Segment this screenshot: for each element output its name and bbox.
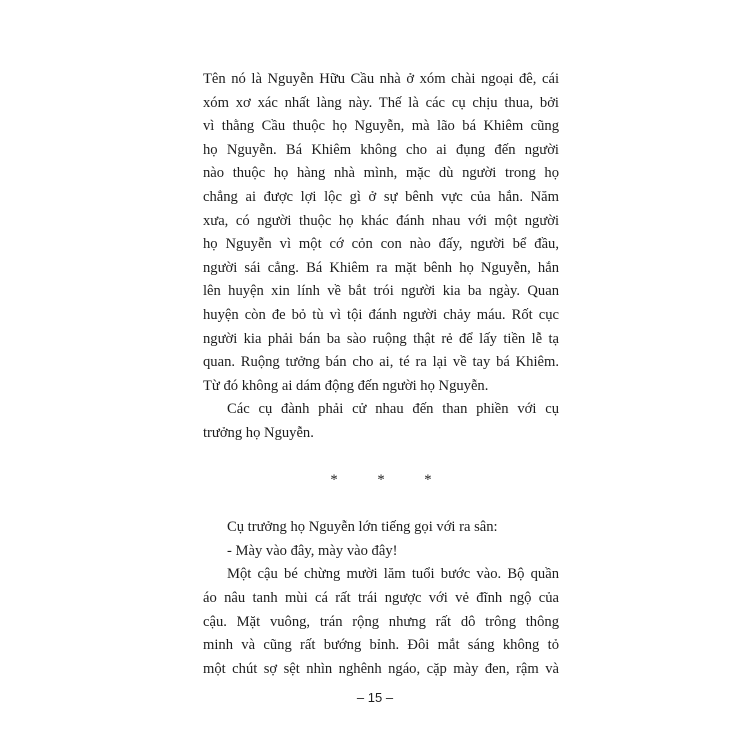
text-line: họ Nguyễn vì một cớ cỏn con nào đấy, người bể đầu, — [203, 236, 559, 253]
text-line: vì thằng Cầu thuộc họ Nguyễn, mà lão bá Khiêm cũng — [203, 118, 559, 135]
text-line: người sái cẳng. Bá Khiêm ra mặt bênh họ Nguyễn, hắn — [203, 259, 559, 276]
body-text — [203, 68, 559, 681]
text-line: Tên nó là Nguyễn Hữu Cầu nhà ở xóm chài ngoại đê, cái — [203, 71, 559, 87]
text-line: áo nâu tanh mùi cá rất trái ngược với vẻ đĩnh ngộ của — [203, 590, 559, 607]
text-line: một chút sợ sệt nhìn nghênh ngáo, cặp mày đen, rậm và — [203, 660, 559, 677]
text-line: huyện còn đe bỏ tù vì tội đánh người chảy máu. Rốt cục — [203, 306, 559, 323]
text-line: trưởng họ Nguyễn. — [203, 424, 314, 441]
text-line: Từ đó không ai dám động đến người họ Nguyễn. — [203, 377, 489, 394]
dialogue-line: - Mày vào đây, mày vào đây! — [227, 542, 398, 559]
text-line: chẳng ai được lợi lộc gì ở sự bênh vực của hắn. Năm — [203, 188, 559, 205]
text-line: Cụ trưởng họ Nguyễn lớn tiếng gọi với ra sân: — [227, 519, 498, 536]
text-line: cậu. Mặt vuông, trán rộng nhưng rất dô trông thông — [203, 613, 559, 630]
page-number: – 15 – — [356, 690, 394, 705]
text-line: xóm xơ xác nhất làng này. Thế là các cụ chịu thua, bởi — [203, 94, 559, 111]
text-line: nào thuộc họ hàng nhà mình, mặc dù người trong họ — [203, 165, 559, 182]
text-line: lên huyện xin lính về bắt trói người kia ba ngày. Quan — [203, 283, 559, 300]
text-line: họ Nguyễn. Bá Khiêm không cho ai đụng đến người — [203, 141, 559, 158]
text-line: quan. Ruộng tưởng bán cho ai, té ra lại về tay bá Khiêm. — [203, 354, 559, 371]
section-break: * * * — [330, 472, 450, 489]
text-line: Một cậu bé chừng mười lăm tuổi bước vào. Bộ quần — [227, 566, 559, 583]
text-line: người kia phải bán ba sào ruộng thật rẻ để lấy tiền lễ tạ — [203, 330, 559, 347]
text-line: Các cụ đành phải cử nhau đến than phiền với cụ — [227, 401, 559, 418]
text-line: xưa, có người thuộc họ khác đánh nhau với một người — [203, 212, 559, 229]
text-line: minh và cũng rất bướng bỉnh. Đôi mắt sáng không tỏ — [203, 637, 559, 654]
